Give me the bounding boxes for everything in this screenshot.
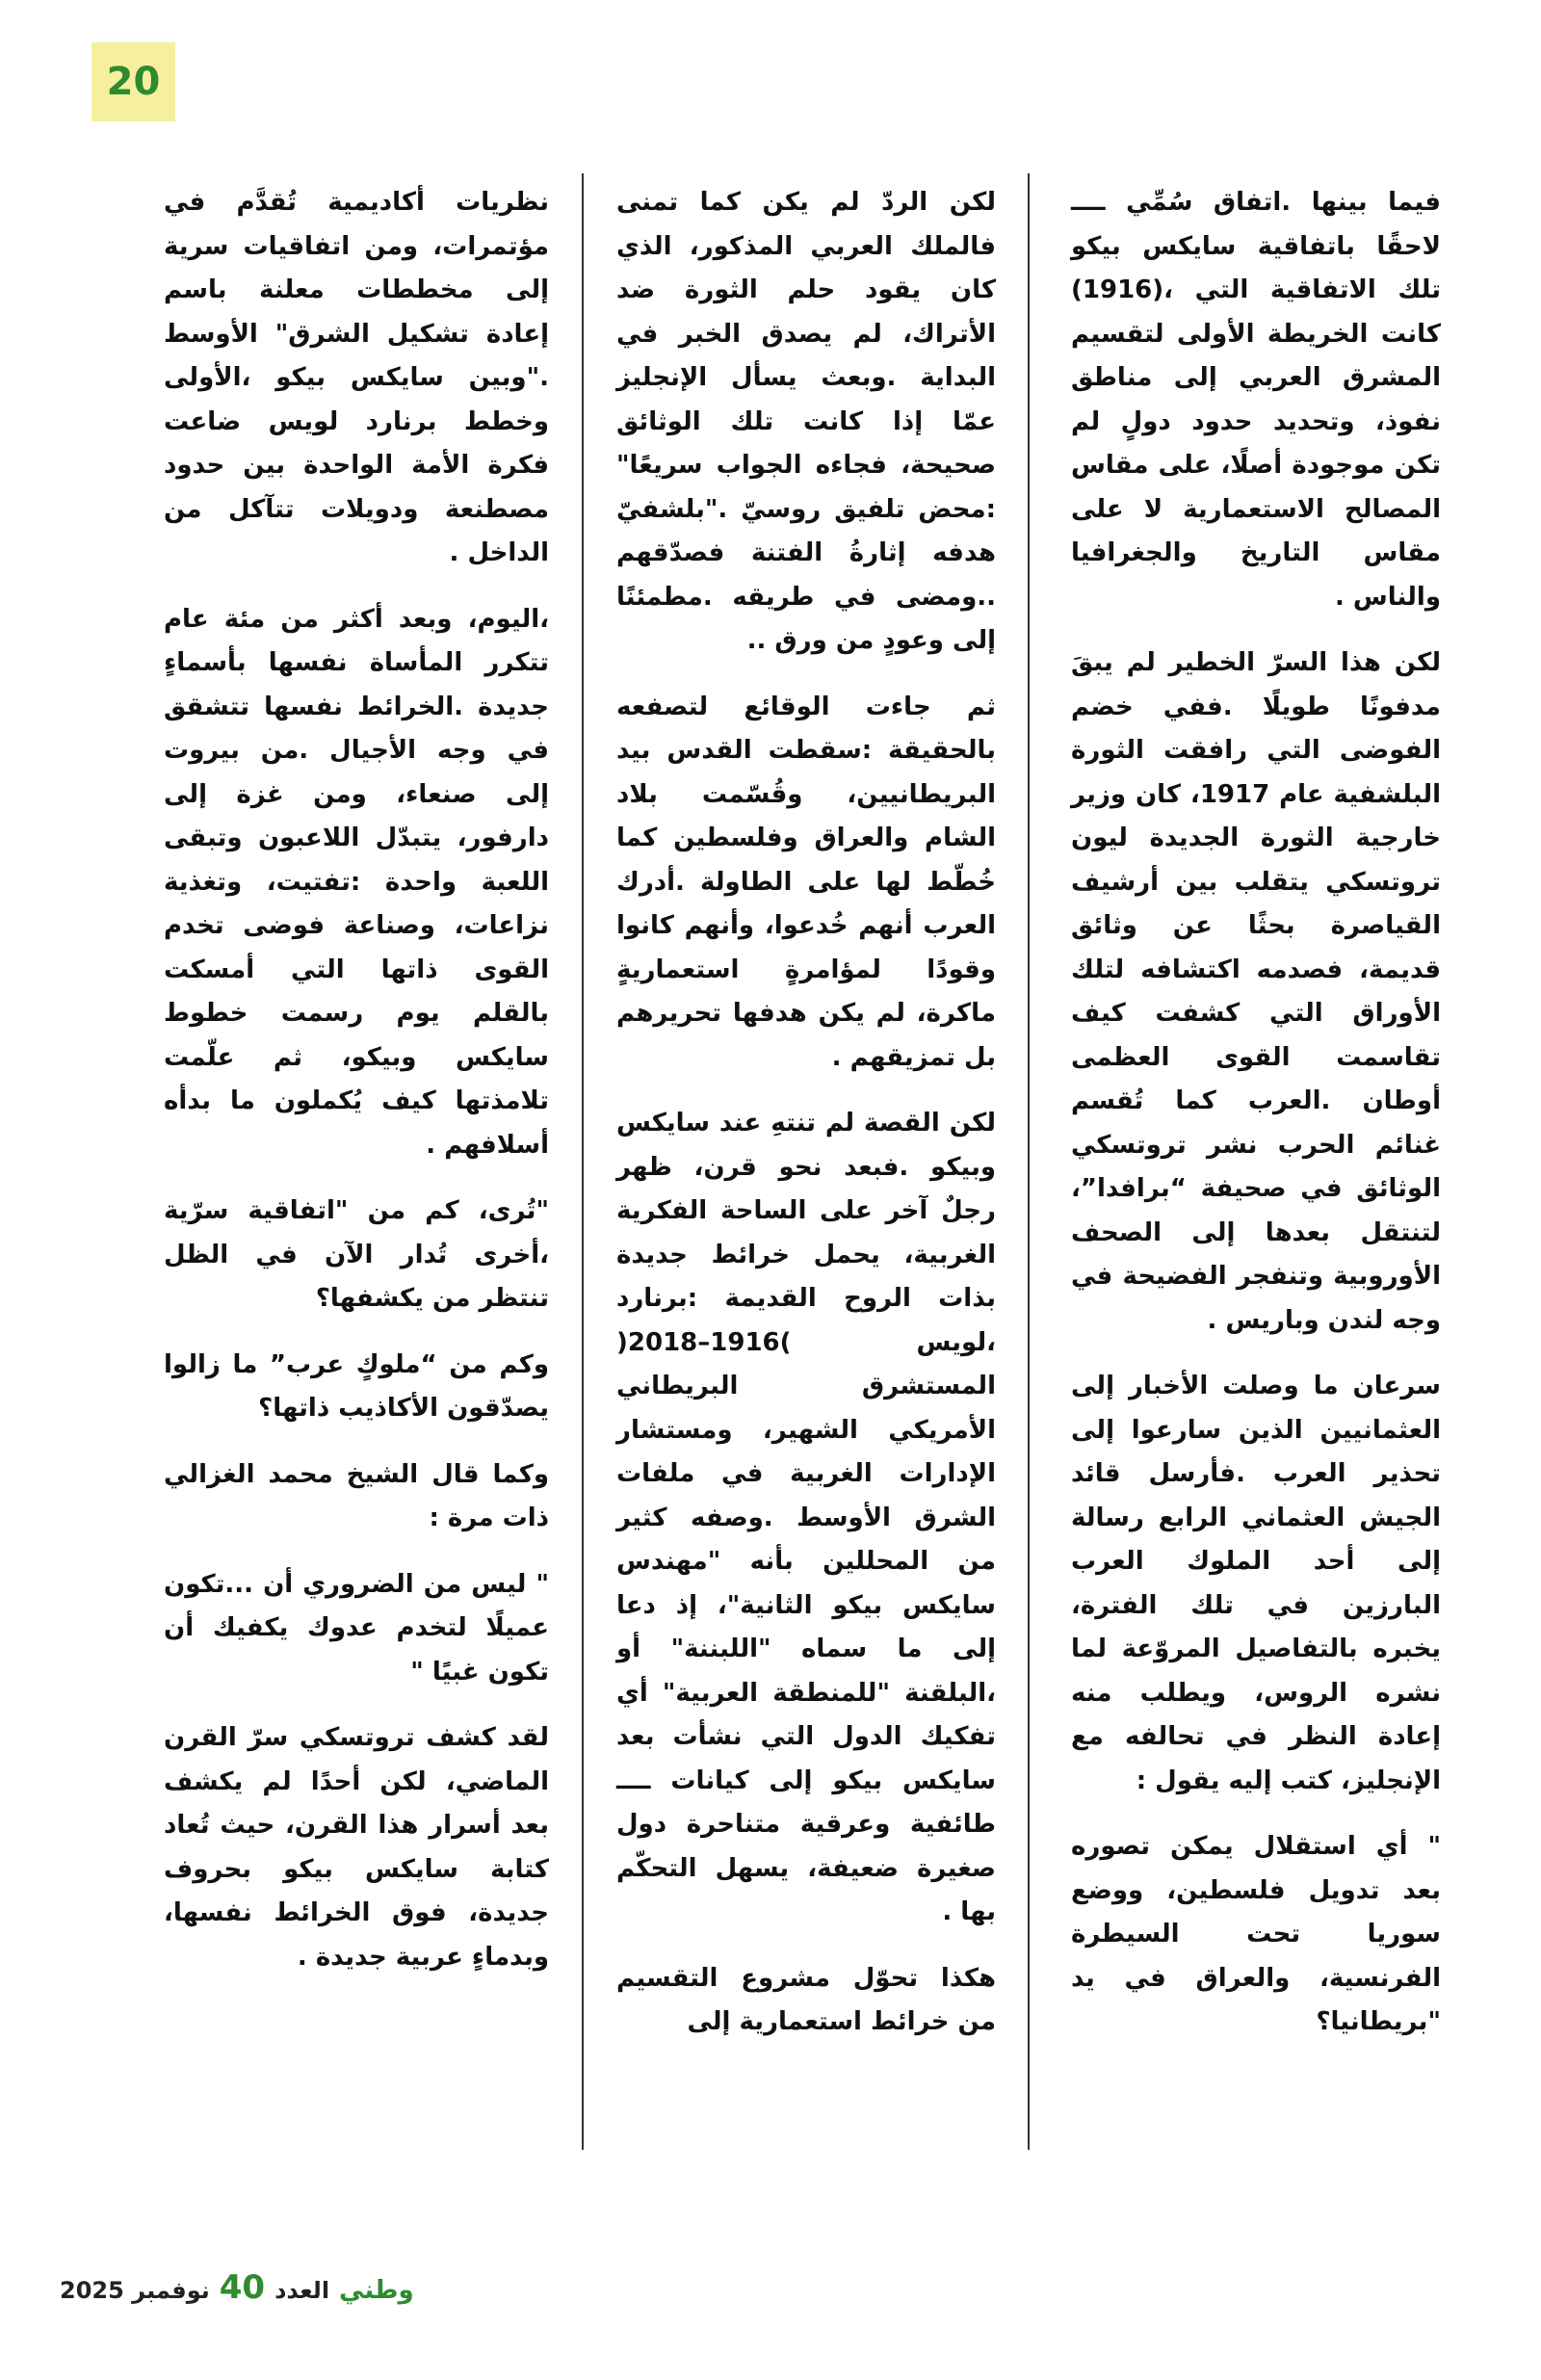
paragraph: نظريات أكاديمية تُقدَّم في مؤتمرات، ومن اتفاقيات سرية إلى مخططات معلنة باسم إعادة تشكيل الشرق" الأوسط ."وبين سايكس بيكو ،الأولى وخطط برنارد لويس ضاعت فكرة الأمة الواحدة بين حدود مصطنعة ودويلات تتآكل من الداخل . bbox=[164, 188, 549, 567]
paragraph: وكم من “ملوكٍ عرب” ما زالوا يصدّقون الأكاذيب ذاتها؟ bbox=[164, 1349, 549, 1423]
page-footer bbox=[60, 2268, 414, 2307]
paragraph: هكذا تحوّل مشروع التقسيم من خرائط استعمارية إلى bbox=[616, 1963, 996, 2036]
paragraph: " ليس من الضروري أن ...تكون عميلًا لتخدم عدوك يكفيك أن تكون غبيًا " bbox=[164, 1569, 549, 1687]
issue-number: 40 bbox=[219, 2268, 266, 2307]
paragraph: لكن الردّ لم يكن كما تمنى فالملك العربي المذكور، الذي كان يقود حلم الثورة ضد الأتراك، لم يصدق الخبر في البداية .وبعث يسأل الإنجليز عمّا إذا كانت تلك الوثائق صحيحة، فجاءه الجواب سريعًا" :محض تلفيق روسيّ ."بلشفيّ هدفه إثارةُ الفتنة فصدّقهم ..ومضى في طريقه .مطمئنًا إلى وعودٍ من ورق .. bbox=[616, 188, 996, 655]
issue-date: 2025 نوفمبر bbox=[60, 2277, 210, 2304]
page-number: 20 bbox=[106, 60, 161, 104]
column-divider bbox=[1028, 173, 1030, 2150]
paragraph: ثم جاءت الوقائع لتصفعه بالحقيقة :سقطت القدس بيد البريطانيين، وقُسّمت بلاد الشام والعراق وفلسطين كما خُطّط لها على الطاولة .أدرك العرب أنهم خُدعوا، وأنهم كانوا وقودًا لمؤامرةٍ استعماريةٍ ماكرة، لم يكن هدفها تحريرهم بل تمزيقهم . bbox=[616, 692, 996, 1072]
article-column-left bbox=[164, 181, 549, 2001]
article-column-middle bbox=[616, 181, 996, 2067]
paragraph: وكما قال الشيخ محمد الغزالي ذات مرة : bbox=[164, 1459, 549, 1532]
issue-label: العدد bbox=[274, 2277, 330, 2304]
page-number-badge bbox=[91, 42, 175, 121]
paragraph: فيما بينها .اتفاق سُمِّي ــــ لاحقًا باتفاقية سايكس بيكو تلك الاتفاقية التي ،(1916) كانت الخريطة الأولى لتقسيم المشرق العربي إلى مناطق نفوذ، وتحديد حدود دولٍ لم تكن موجودة أصلًا، على مقاس المصالح الاستعمارية لا على مقاس التاريخ والجغرافيا والناس . bbox=[1071, 188, 1441, 612]
column-divider bbox=[582, 173, 584, 2150]
paragraph: لكن هذا السرّ الخطير لم يبقَ مدفونًا طويلًا .ففي خضم الفوضى التي رافقت الثورة البلشفية عام 1917، كان وزير خارجية الثورة الجديدة ليون تروتسكي يتقلب بين أرشيف القياصرة بحثًا عن وثائق قديمة، فصدمه اكتشافه لتلك الأوراق التي كشفت كيف تقاسمت القوى العظمى أوطان .العرب كما تُقسم غنائم الحرب نشر تروتسكي الوثائق في صحيفة “برافدا”، لتنتقل بعدها إلى الصحف الأوروبية وتنفجر الفضيحة في وجه لندن وباريس . bbox=[1071, 648, 1442, 1335]
paragraph: " أي استقلال يمكن تصوره بعد تدويل فلسطين، ووضع سوريا تحت السيطرة الفرنسية، والعراق في يد "بريطانيا؟ bbox=[1071, 1832, 1441, 2036]
magazine-name: وطني bbox=[339, 2276, 414, 2305]
paragraph: لقد كشف تروتسكي سرّ القرن الماضي، لكن أحدًا لم يكشف بعد أسرار هذا القرن، حيث تُعاد كتابة سايكس بيكو بحروف جديدة، فوق الخرائط نفسها، وبدماءٍ عربية جديدة . bbox=[164, 1723, 549, 1972]
paragraph: ،اليوم، وبعد أكثر من مئة عام تتكرر المأساة نفسها بأسماءٍ جديدة .الخرائط نفسها تتشقق في وجه الأجيال .من بيروت إلى صنعاء، ومن غزة إلى دارفور، يتبدّل اللاعبون وتبقى اللعبة واحدة :تفتيت، وتغذية نزاعات، وصناعة فوضى تخدم القوى ذاتها التي أمسكت بالقلم يوم رسمت خطوط سايكس وبيكو، ثم علّمت تلامذتها كيف يُكملون ما بدأه أسلافهم . bbox=[164, 604, 549, 1160]
article-column-right bbox=[1071, 181, 1441, 2067]
paragraph: "تُرى، كم من "اتفاقية سرّية ،أخرى تُدار الآن في الظل تنتظر من يكشفها؟ bbox=[164, 1196, 549, 1313]
paragraph: لكن القصة لم تنتهِ عند سايكس وبيكو .فبعد نحو قرن، ظهر رجلٌ آخر على الساحة الفكرية الغربية، يحمل خرائط جديدة بذات الروح القديمة :برنارد ،لويس )1916–2018( المستشرق البريطاني الأمريكي الشهير، ومستشار الإدارات الغربية في ملفات الشرق الأوسط .وصفه كثير من المحللين بأنه "مهندس سايكس بيكو الثانية"، إذ دعا إلى ما سماه "اللبننة" أو ،البلقنة "للمنطقة العربية" أي تفكيك الدول التي نشأت بعد سايكس بيكو إلى كيانات ــــ طائفية وعرقية متناحرة دول صغيرة ضعيفة، يسهل التحكّم بها . bbox=[616, 1109, 996, 1926]
paragraph: سرعان ما وصلت الأخبار إلى العثمانيين الذين سارعوا إلى تحذير العرب .فأرسل قائد الجيش العثماني الرابع رسالة إلى أحد الملوك العرب البارزين في تلك الفترة، يخبره بالتفاصيل المروّعة لما نشره الروس، ويطلب منه إعادة النظر في تحالفه مع الإنجليز، كتب إليه يقول : bbox=[1071, 1372, 1441, 1795]
